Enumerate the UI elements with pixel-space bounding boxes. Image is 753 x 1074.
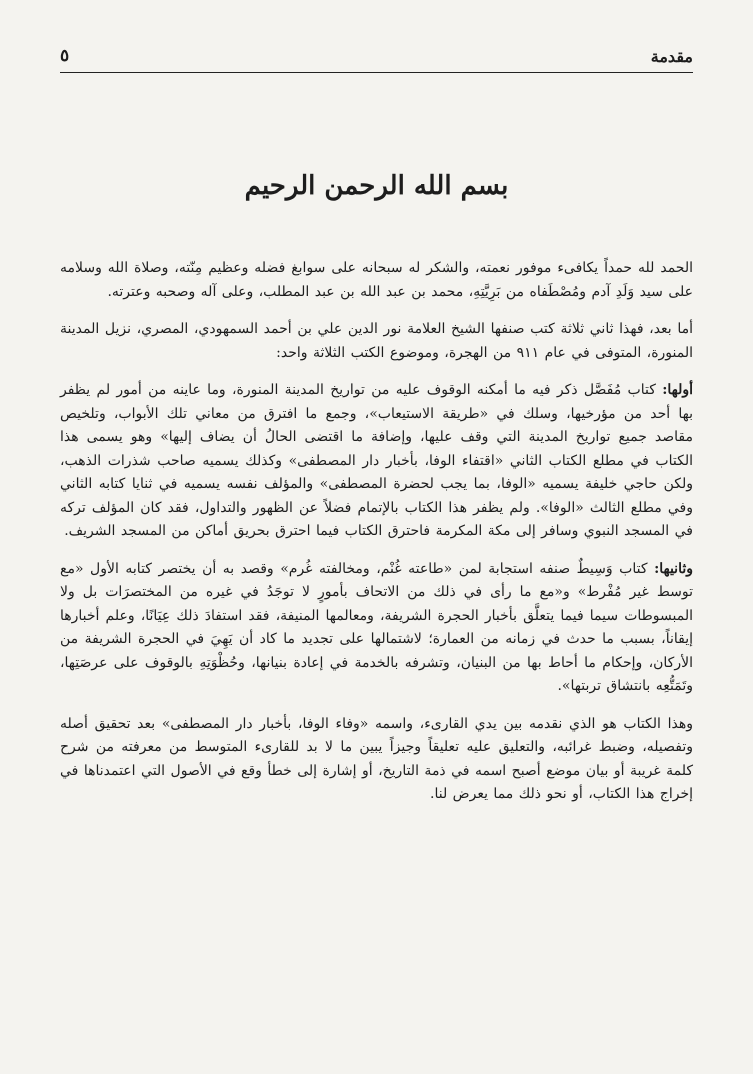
paragraph-praise: الحمد لله حمداً يكافىء موفور نعمته، والشكر له سبحانه على سوابغ فضله وعظيم مِنّته، وصلاة الله وسلامه على سيد وَلَدِ آدم ومُصْطَفاه من بَرِيَّتِهِ، محمد بن عبد الله بن عبد المطلب، وعلى آله وصحبه وعترته. <box>60 260 693 300</box>
second-book-text: كتاب وَسِيطٌ صنفه استجابة لمن «طاعته غُنْم، ومخالفته غُرم» وقصد به أن يختصر كتابه الأول «مع توسط غير مُفْرط» و«مع ما رأى في ذلك من الاتحاف بأمورٍ لا توجَدُ في غيره من المختصرَات بل ولا المبسوطات سيما فيما يتعلَّق بأخبار الحجرة الشريفة، ومعالمها المنيفة، فقد استفادَ ذلك عِيَانًا، وعلم أخبارها إيقاناً، بسبب ما حدث في زمانه من العمارة؛ لاشتمالها على تجديد ما كاد أن يَهِيَ في الحجرة الشريفة من الأركان، وإحكام ما أحاط بها من البنيان، وتشرفه بالخدمة في إعادة بنيانها، وحُظْوَتِهِ بالوقوف على عرصَتِها، وتَمَتُّعِه بانتشاق تربتها». <box>60 560 693 694</box>
second-book-lead: وثانيها: <box>654 560 693 577</box>
page-number: ٥ <box>60 46 70 66</box>
first-book-lead: أولها: <box>662 382 693 398</box>
paragraph-intro: أما بعد، فهذا ثاني ثلاثة كتب صنفها الشيخ العلامة نور الدين علي بن أحمد السمهودي، المصري، نزيل المدينة المنورة، المتوفى في عام ٩١١ من الهجرة، وموضوع الكتب الثلاثة واحد: <box>60 321 693 361</box>
running-header <box>60 46 693 73</box>
paragraph-second-book <box>60 558 693 699</box>
basmala-heading: بسم الله الرحمن الرحيم <box>244 171 509 201</box>
paragraph-this-book: وهذا الكتاب هو الذي نقدمه بين يدي القارىء، واسمه «وفاء الوفا، بأخبار دار المصطفى» بعد تحقيق أصله وتفصيله، وضبط غرائبه، والتعليق عليه تعليقاً وجيزاً يبين ما لا بد للقارىء المتوسط من معرفته من شرح كلمة غريبة أو بيان موضع أصبح اسمه في ذمة التاريخ، أو إشارة إلى خطأ وقع في الأصول التي اعتمدناها في إخراج هذا الكتاب، أو نحو ذلك مما يعرض لنا. <box>60 715 693 802</box>
first-book-text: كتاب مُفَصَّل ذكر فيه ما أمكنه الوقوف عليه من تواريخ المدينة المنورة، وما عاينه من أمور لم يظفر بها أحد من مؤرخيها، وسلك في «طريقة الاستيعاب»، وجمع ما افترق من معاني تلك الأبواب، وتلخيص مقاصد جميع تواريخ المدينة التي وقف عليها، وإضافة ما اقتضى الحالُ أن يضاف إليها» وهو يسمى هذا الكتاب في مطلع الكتاب الثاني «اقتفاء الوفا، بأخبار دار المصطفى» وكذلك يسميه صاحب شذرات الذهب، ولكن حاجي خليفة يسميه «الوفا، بما يجب لحضرة المصطفى» والمؤلف نفسه يسميه في ثنايا كتابه الثاني وفي مطلع الثالث «الوفا». ولم يظفر هذا الكتاب بالإتمام فضلاً عن الظهور والتداول، فقد كان المؤلف تركه في المسجد النبوي وسافر إلى مكة المكرمة فاحترق الكتاب فيما احترق بحريق أماكن من المسجد الشريف. <box>60 382 693 539</box>
paragraph-first-book <box>60 379 693 544</box>
chapter-title: مقدمة <box>650 47 693 66</box>
